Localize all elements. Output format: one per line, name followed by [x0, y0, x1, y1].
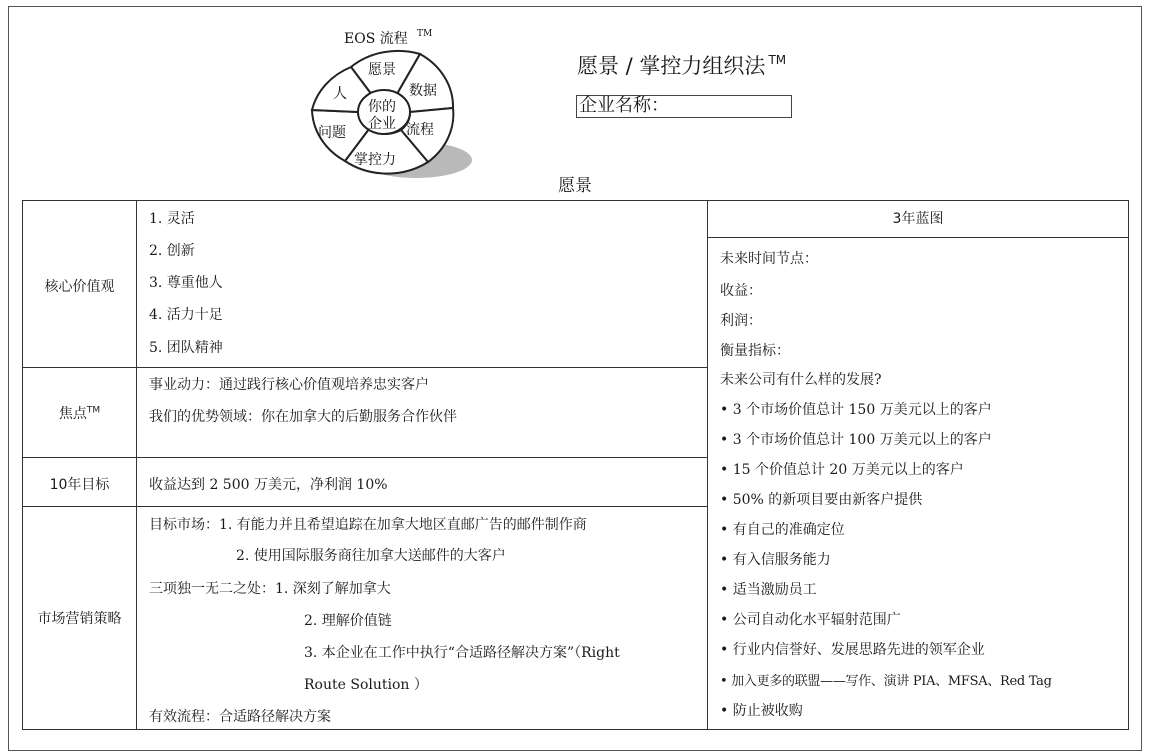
three-year-field: 未来公司有什么样的发展? — [720, 372, 882, 388]
marketing-line: 3. 本企业在工作中执行“合适路径解决方案”（Right — [304, 645, 620, 661]
row-divider-1 — [22, 367, 708, 368]
page-title-text: 愿景 / 掌控力组织法 — [577, 54, 766, 78]
marketing-line: Route Solution ） — [304, 677, 428, 693]
three-year-title: 3年蓝图 — [892, 211, 944, 227]
three-year-bullet — [720, 700, 803, 720]
three-year-bullet — [720, 670, 1052, 689]
marketing-strategy-label: 市场营销策略 — [37, 611, 122, 627]
bullet-text: 3 个市场价值总计 100 万美元以上的客户 — [732, 432, 992, 448]
three-year-field: 利润： — [720, 313, 762, 329]
segment-data-label: 数据 — [409, 83, 437, 99]
marketing-line: 有效流程：合适路径解决方案 — [149, 709, 331, 725]
row-divider-3 — [22, 506, 708, 507]
bullet-text: 行业内信誉好、发展思路先进的领军企业 — [732, 642, 985, 658]
segment-process-label: 流程 — [406, 122, 434, 138]
core-value-item: 2. 创新 — [149, 243, 195, 259]
table-border-bottom — [22, 729, 1129, 730]
core-value-item: 5. 团队精神 — [149, 340, 223, 356]
core-value-item: 3. 尊重他人 — [149, 275, 223, 291]
vision-title: 愿景 — [558, 176, 592, 196]
three-year-bullet — [720, 489, 922, 509]
segment-people-label: 人 — [333, 86, 347, 102]
three-year-bullet — [720, 639, 985, 659]
marketing-line: 2. 理解价值链 — [304, 613, 392, 629]
bullet-icon: • — [720, 522, 729, 538]
bullet-icon: • — [720, 432, 729, 448]
bullet-text: 3 个市场价值总计 150 万美元以上的客户 — [732, 402, 992, 418]
three-year-bullet — [720, 579, 817, 599]
bullet-text: 防止被收购 — [732, 703, 803, 719]
marketing-line: 2. 使用国际服务商往加拿大送邮件的大客户 — [236, 548, 506, 564]
bullet-text: 公司自动化水平辐射范围广 — [732, 612, 901, 628]
logo-tm: TM — [417, 29, 433, 39]
bullet-icon: • — [720, 582, 729, 598]
segment-issues-label: 问题 — [318, 125, 346, 141]
bullet-icon: • — [720, 642, 729, 658]
bullet-icon: • — [720, 703, 729, 719]
three-year-bullet — [720, 549, 831, 569]
focus-label-text: 焦点 — [58, 406, 87, 422]
row-divider-2 — [22, 457, 708, 458]
bullet-text: 50% 的新项目要由新客户提供 — [732, 492, 923, 508]
three-year-bullet — [720, 399, 992, 419]
page-title — [577, 50, 786, 80]
focus-line: 我们的优势领域：你在加拿大的后勤服务合作伙伴 — [149, 409, 457, 425]
three-year-bullet — [720, 429, 992, 449]
focus-label-tm: TM — [86, 405, 101, 416]
bullet-icon: • — [720, 552, 729, 568]
bullet-text: 适当激励员工 — [732, 582, 817, 598]
focus-label — [23, 403, 136, 423]
three-year-header-divider — [707, 237, 1129, 238]
three-year-bullet — [720, 459, 964, 479]
company-name-field[interactable] — [576, 95, 792, 118]
page-title-tm: TM — [768, 53, 787, 67]
table-divider-columns — [707, 200, 708, 730]
focus-line: 事业动力：通过践行核心价值观培养忠实客户 — [149, 377, 429, 393]
core-values-label: 核心价值观 — [44, 279, 115, 295]
logo-title: EOS 流程 — [344, 31, 408, 47]
bullet-text: 15 个价值总计 20 万美元以上的客户 — [732, 462, 964, 478]
bullet-icon: • — [720, 612, 729, 628]
bullet-icon: • — [720, 462, 729, 478]
logo-center-line2: 企业 — [368, 116, 396, 132]
marketing-line: 目标市场：1. 有能力并且希望追踪在加拿大地区直邮广告的邮件制作商 — [149, 517, 587, 533]
bullet-text: 有自己的准确定位 — [732, 522, 845, 538]
bullet-icon: • — [720, 492, 729, 508]
ten-year-target-text: 收益达到 2 500 万美元，净利润 10% — [149, 477, 388, 493]
segment-traction-label: 掌控力 — [354, 152, 396, 168]
three-year-field: 未来时间节点： — [720, 251, 818, 267]
bullet-icon: • — [720, 402, 729, 418]
table-border-top — [22, 200, 1129, 201]
segment-vision-label: 愿景 — [368, 62, 396, 78]
three-year-field: 收益： — [720, 283, 762, 299]
three-year-bullet — [720, 609, 901, 629]
three-year-field: 衡量指标： — [720, 343, 790, 359]
bullet-text: 有入信服务能力 — [732, 552, 831, 568]
company-name-label: 企业名称： — [579, 95, 669, 116]
table-divider-labels — [136, 200, 137, 730]
bullet-icon: • — [720, 674, 728, 689]
three-year-bullet — [720, 519, 845, 539]
logo-center-line1: 你的 — [368, 99, 396, 115]
core-value-item: 4. 活力十足 — [149, 307, 223, 323]
bullet-text: 加入更多的联盟——写作、演讲 PIA、MFSA、Red Tag — [731, 674, 1052, 689]
core-value-item: 1. 灵活 — [149, 211, 195, 227]
ten-year-target-label: 10年目标 — [49, 477, 110, 493]
table-border-right — [1128, 200, 1129, 730]
eos-logo — [296, 24, 486, 190]
marketing-line: 三项独一无二之处：1. 深刻了解加拿大 — [149, 581, 391, 597]
